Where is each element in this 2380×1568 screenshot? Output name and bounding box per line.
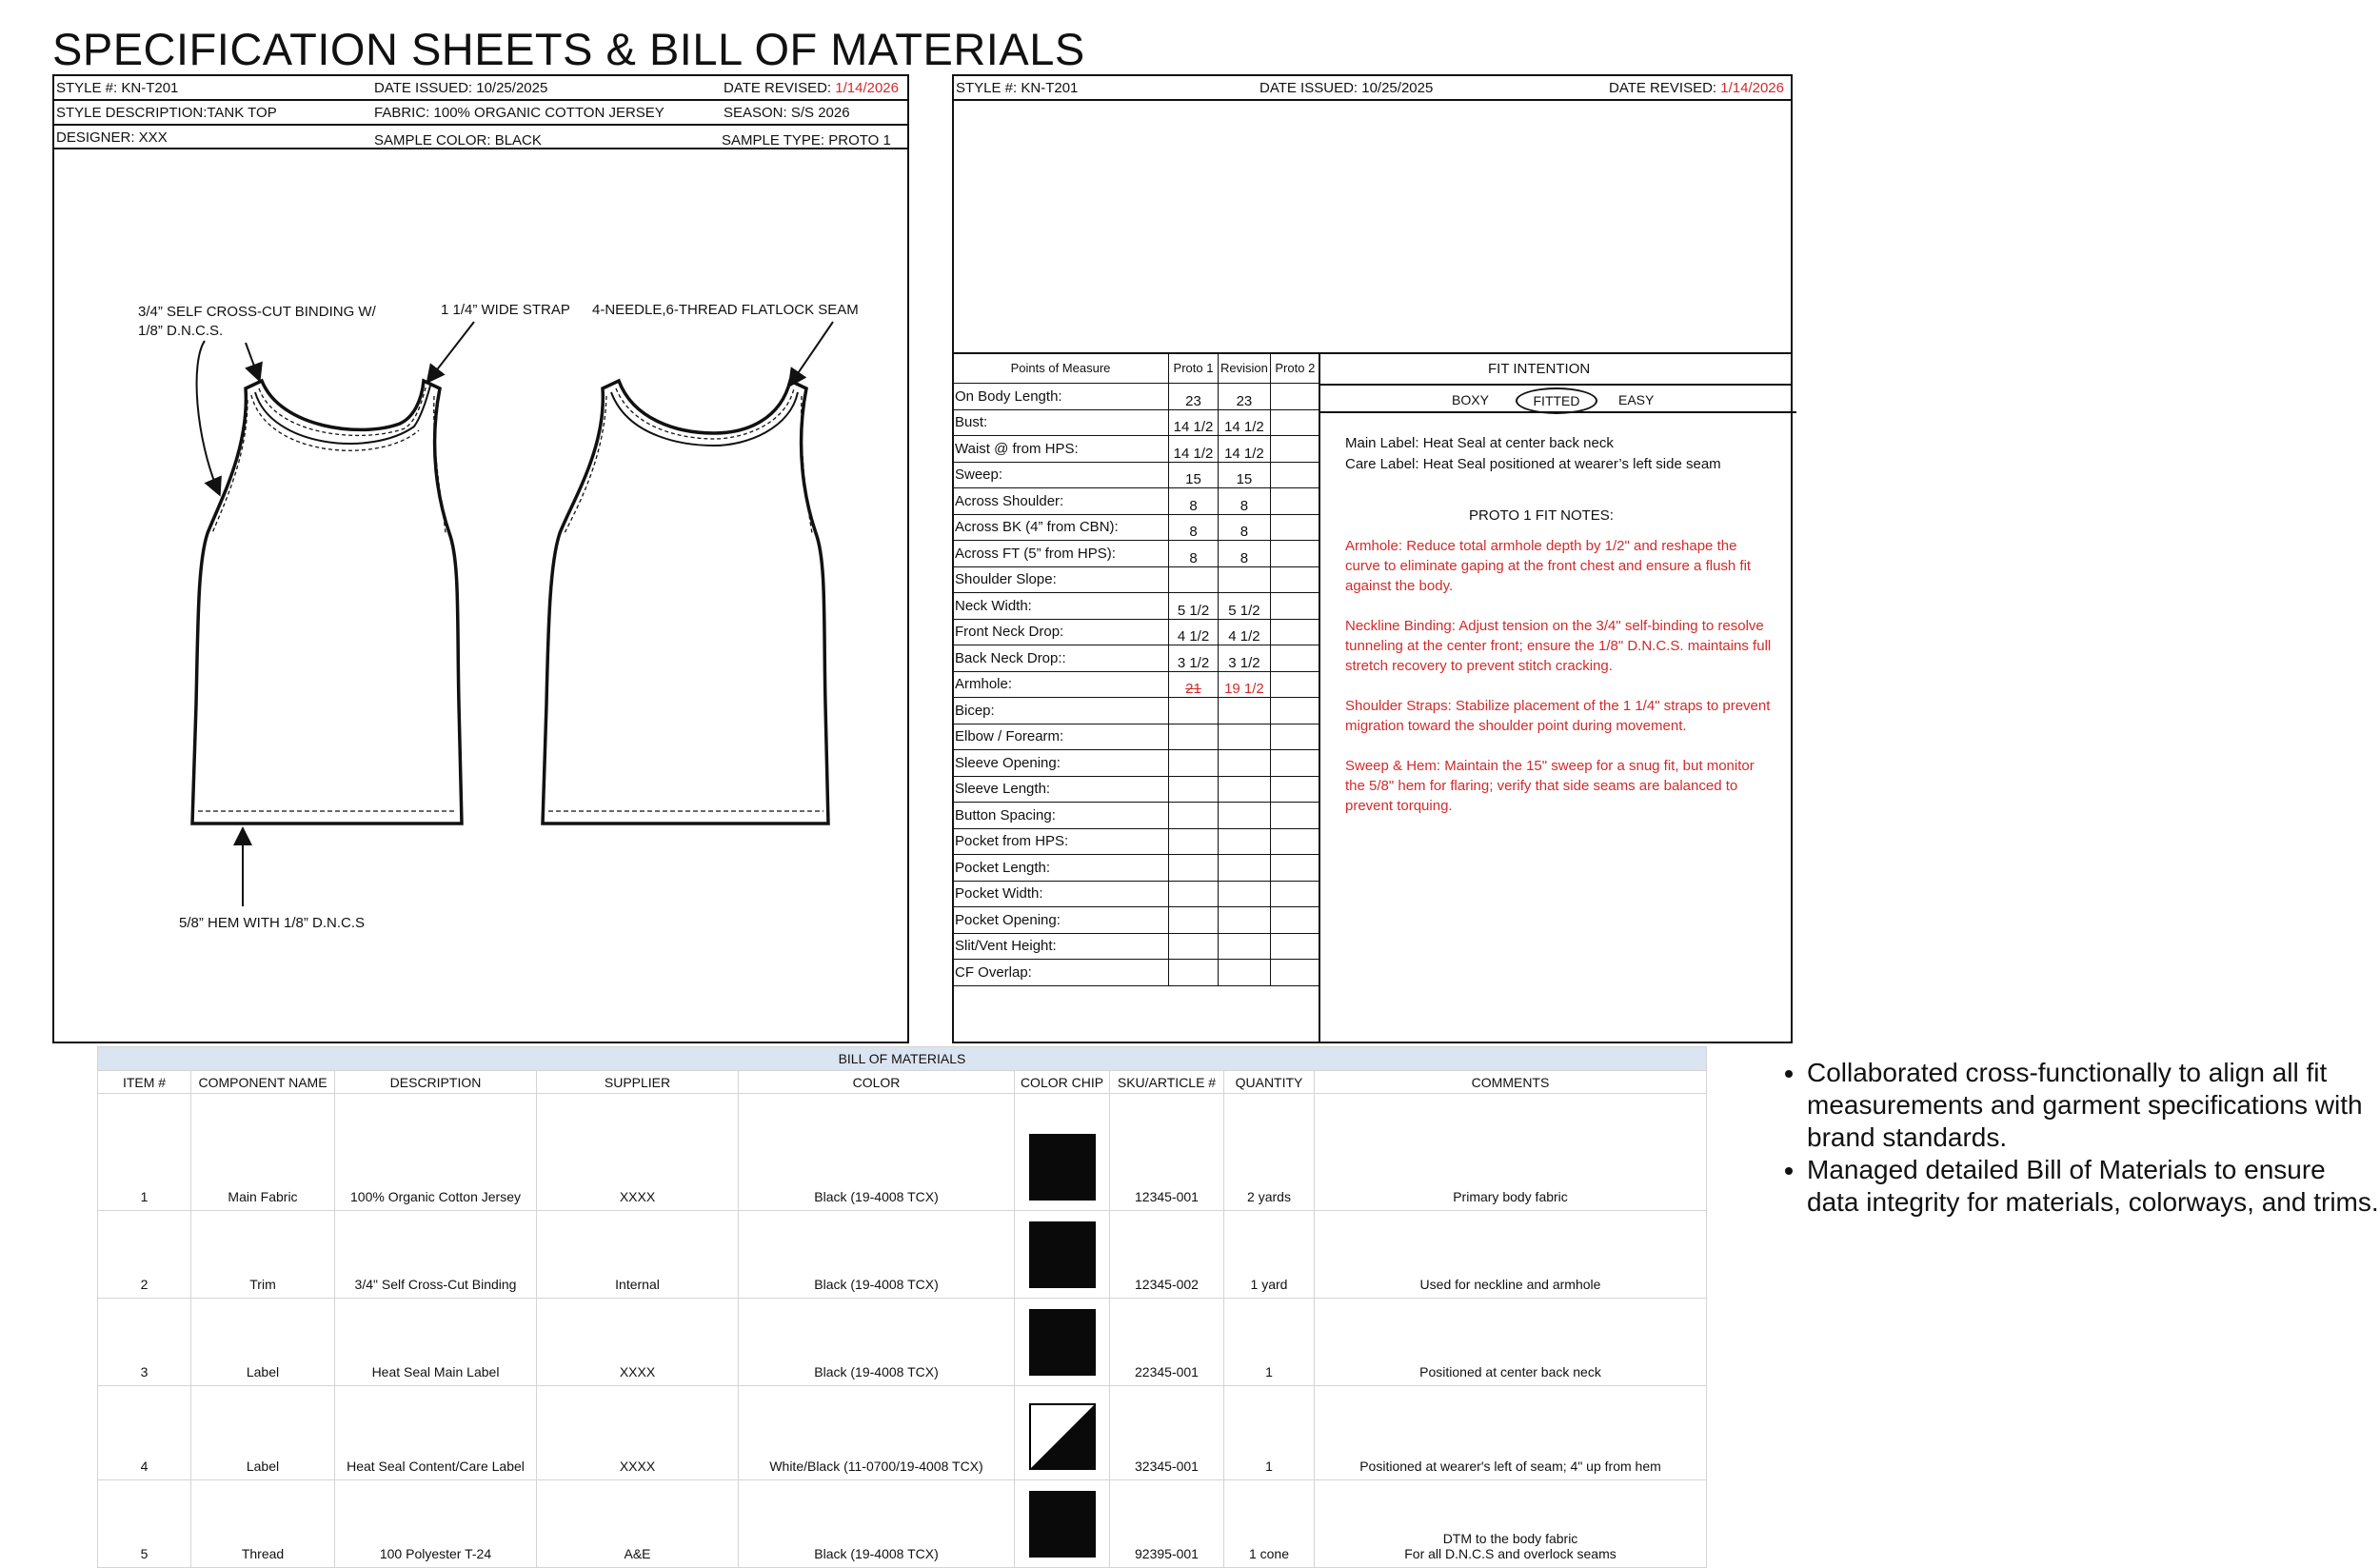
bom-description: Heat Seal Content/Care Label: [335, 1386, 537, 1480]
color-chip: [1015, 1480, 1110, 1568]
proto1-value: 3 1/2: [1169, 645, 1219, 672]
measure-label: Waist @ from HPS:: [953, 436, 1169, 463]
revision-value: [1219, 750, 1271, 777]
measure-row: [953, 907, 1320, 934]
style-number: STYLE #: KN-T201: [56, 80, 179, 96]
revision-value: [1219, 724, 1271, 750]
measure-row: [953, 409, 1320, 436]
bom-item: 4: [98, 1386, 191, 1480]
proto1-header: Proto 1: [1169, 353, 1219, 384]
measure-label: Neck Width:: [953, 593, 1169, 620]
proto2-value: [1270, 960, 1319, 986]
bom-component: Label: [191, 1299, 335, 1386]
fabric: FABRIC: 100% ORGANIC COTTON JERSEY: [374, 105, 664, 121]
bom-comment-line: DTM to the body fabric: [1442, 1531, 1578, 1546]
bom-column-header: SKU/ARTICLE #: [1110, 1071, 1224, 1094]
proto1-value: [1169, 750, 1219, 777]
bom-comments: [1315, 1211, 1707, 1299]
proto1-value: 8: [1169, 488, 1219, 515]
measure-label: Sleeve Opening:: [953, 750, 1169, 777]
bom-component: Thread: [191, 1480, 335, 1568]
measure-row: [953, 933, 1320, 960]
proto2-header: Proto 2: [1270, 353, 1319, 384]
fit-notes-title: PROTO 1 FIT NOTES:: [1469, 507, 1614, 524]
bom-color: White/Black (11-0700/19-4008 TCX): [739, 1386, 1015, 1480]
proto1-value: 5 1/2: [1169, 593, 1219, 620]
color-chip-swatch: [1029, 1403, 1096, 1470]
bom-quantity: 1: [1224, 1299, 1315, 1386]
bom-supplier: Internal: [537, 1211, 739, 1299]
bom-quantity: 1: [1224, 1386, 1315, 1480]
revision-value: [1219, 960, 1271, 986]
color-chip: [1015, 1299, 1110, 1386]
bom-component: Label: [191, 1386, 335, 1480]
proto2-value: [1270, 828, 1319, 855]
bullet-1: • Collaborated cross-functionally to align all fit measurements and garment specifications with brand standards.: [1807, 1057, 2380, 1154]
bom-comment-line: Primary body fabric: [1453, 1189, 1568, 1204]
measure-label: Bust:: [953, 409, 1169, 436]
proto1-value: [1169, 566, 1219, 593]
date-revised: DATE REVISED: 1/14/2026: [724, 80, 899, 96]
right-date-revised: DATE REVISED: 1/14/2026: [1609, 80, 1784, 96]
measure-label: Slit/Vent Height:: [953, 933, 1169, 960]
revision-value: [1219, 855, 1271, 882]
bom-description: 100% Organic Cotton Jersey: [335, 1094, 537, 1211]
measure-row: [953, 776, 1320, 803]
points-of-measure-table: [952, 352, 1320, 986]
measure-row: [953, 724, 1320, 750]
note-straps: Shoulder Straps: Stabilize placement of the 1 1/4" straps to prevent migration toward the shoulder point during movement.: [1345, 698, 1771, 734]
revision-value: 8: [1219, 488, 1271, 515]
bom-column-header: COLOR CHIP: [1015, 1071, 1110, 1094]
measure-row: [953, 619, 1320, 645]
measure-row: [953, 514, 1320, 541]
bom-sku: 22345-001: [1110, 1299, 1224, 1386]
measure-row: [953, 671, 1320, 698]
bom-quantity: 1 yard: [1224, 1211, 1315, 1299]
bom-quantity: 1 cone: [1224, 1480, 1315, 1568]
measure-row: [953, 698, 1320, 724]
bom-row: [98, 1211, 1707, 1299]
proto2-value: [1270, 881, 1319, 907]
bom-sku: 12345-002: [1110, 1211, 1224, 1299]
proto1-value: 23: [1169, 384, 1219, 410]
measure-label: Pocket Opening:: [953, 907, 1169, 934]
measure-label: Back Neck Drop::: [953, 645, 1169, 672]
measure-row: [953, 593, 1320, 620]
color-chip: [1015, 1386, 1110, 1480]
revision-value: 5 1/2: [1219, 593, 1271, 620]
proto1-value: 14 1/2: [1169, 436, 1219, 463]
revision-value: [1219, 698, 1271, 724]
measure-label: Shoulder Slope:: [953, 566, 1169, 593]
fit-easy: EASY: [1618, 392, 1655, 407]
proto1-value: [1169, 724, 1219, 750]
bom-sku: 12345-001: [1110, 1094, 1224, 1211]
revision-value: 4 1/2: [1219, 619, 1271, 645]
fit-fitted: FITTED: [1516, 387, 1597, 414]
bom-color: Black (19-4008 TCX): [739, 1480, 1015, 1568]
bom-comment-line: For all D.N.C.S and overlock seams: [1404, 1546, 1616, 1561]
measure-label: Pocket Width:: [953, 881, 1169, 907]
bom-component: Trim: [191, 1211, 335, 1299]
measure-label: Across BK (4” from CBN):: [953, 514, 1169, 541]
measure-row: [953, 541, 1320, 567]
care-label-note: Care Label: Heat Seal positioned at wearer’s left side seam: [1345, 456, 1721, 472]
bom-description: 3/4" Self Cross-Cut Binding: [335, 1211, 537, 1299]
style-description: STYLE DESCRIPTION:TANK TOP: [56, 105, 277, 121]
measure-row: [953, 828, 1320, 855]
proto2-value: [1270, 409, 1319, 436]
bom-comments: [1315, 1386, 1707, 1480]
revision-value: [1219, 933, 1271, 960]
measure-label: Elbow / Forearm:: [953, 724, 1169, 750]
designer: DESIGNER: XXX: [56, 129, 168, 146]
proto1-value: [1169, 907, 1219, 934]
bill-of-materials: [97, 1046, 1707, 1568]
measure-row: [953, 462, 1320, 488]
color-chip-swatch: [1029, 1134, 1096, 1201]
right-style-number: STYLE #: KN-T201: [956, 80, 1079, 96]
measure-row: [953, 384, 1320, 410]
bom-supplier: XXXX: [537, 1094, 739, 1211]
proto2-value: [1270, 698, 1319, 724]
bom-color: Black (19-4008 TCX): [739, 1211, 1015, 1299]
proto1-value: [1169, 960, 1219, 986]
proto1-value: 8: [1169, 541, 1219, 567]
fit-notes: [1345, 536, 1774, 836]
bom-column-header: COMMENTS: [1315, 1071, 1707, 1094]
bom-comment-line: Positioned at center back neck: [1419, 1364, 1601, 1379]
proto2-value: [1270, 750, 1319, 777]
measure-label: Across FT (5” from HPS):: [953, 541, 1169, 567]
main-label-note: Main Label: Heat Seal at center back neck: [1345, 435, 1614, 451]
revision-header: Revision: [1219, 353, 1271, 384]
proto2-value: [1270, 671, 1319, 698]
proto2-value: [1270, 619, 1319, 645]
hem-callout: 5/8” HEM WITH 1/8” D.N.C.S: [179, 915, 366, 931]
proto1-value: [1169, 698, 1219, 724]
bom-column-header: ITEM #: [98, 1071, 191, 1094]
measure-label: Pocket Length:: [953, 855, 1169, 882]
measure-row: [953, 960, 1320, 986]
note-armhole: Armhole: Reduce total armhole depth by 1/2" and reshape the curve to eliminate gaping at the front chest and ensure a flush fit against the body.: [1345, 538, 1752, 594]
proto2-value: [1270, 907, 1319, 934]
measure-row: [953, 803, 1320, 829]
revision-value: 8: [1219, 541, 1271, 567]
measure-row: [953, 566, 1320, 593]
proto1-value: 4 1/2: [1169, 619, 1219, 645]
bom-comment-line: Used for neckline and armhole: [1419, 1277, 1601, 1292]
measure-label: CF Overlap:: [953, 960, 1169, 986]
bom-title: BILL OF MATERIALS: [98, 1047, 1707, 1071]
proto2-value: [1270, 933, 1319, 960]
proto2-value: [1270, 488, 1319, 515]
bom-sku: 32345-001: [1110, 1386, 1224, 1480]
bom-supplier: XXXX: [537, 1299, 739, 1386]
proto1-value: 21: [1169, 671, 1219, 698]
bom-row: [98, 1299, 1707, 1386]
proto1-value: 14 1/2: [1169, 409, 1219, 436]
color-chip: [1015, 1094, 1110, 1211]
measure-row: [953, 881, 1320, 907]
revision-value: [1219, 828, 1271, 855]
bom-column-header: COMPONENT NAME: [191, 1071, 335, 1094]
bom-column-header: SUPPLIER: [537, 1071, 739, 1094]
page-title: SPECIFICATION SHEETS & BILL OF MATERIALS: [52, 24, 1085, 74]
sample-color: SAMPLE COLOR: BLACK: [374, 132, 542, 149]
bom-item: 1: [98, 1094, 191, 1211]
proto2-value: [1270, 541, 1319, 567]
note-sweep: Sweep & Hem: Maintain the 15" sweep for a snug fit, but monitor the 5/8" hem for flaring; verify that side seams are balanced to prevent torquing.: [1345, 758, 1755, 814]
measure-row: [953, 436, 1320, 463]
bom-description: Heat Seal Main Label: [335, 1299, 537, 1386]
revision-value: [1219, 566, 1271, 593]
strap-callout: 1 1/4” WIDE STRAP: [441, 302, 570, 318]
color-chip-swatch: [1029, 1221, 1096, 1288]
measure-label: Armhole:: [953, 671, 1169, 698]
measure-label: Pocket from HPS:: [953, 828, 1169, 855]
measure-row: [953, 855, 1320, 882]
bullet-2: • Managed detailed Bill of Materials to ensure data integrity for materials, colorways, and trims.: [1807, 1154, 2380, 1219]
revision-value: [1219, 881, 1271, 907]
color-chip-swatch: [1029, 1491, 1096, 1558]
garment-sketch: [114, 305, 895, 933]
proto2-value: [1270, 593, 1319, 620]
measure-label: Front Neck Drop:: [953, 619, 1169, 645]
measure-label: Sweep:: [953, 462, 1169, 488]
measure-label: Bicep:: [953, 698, 1169, 724]
revision-value: 8: [1219, 514, 1271, 541]
seam-callout: 4-NEEDLE,6-THREAD FLATLOCK SEAM: [592, 302, 859, 318]
measure-row: [953, 750, 1320, 777]
proto2-value: [1270, 566, 1319, 593]
proto1-value: 8: [1169, 514, 1219, 541]
revision-value: [1219, 907, 1271, 934]
revision-value: 23: [1219, 384, 1271, 410]
bom-item: 5: [98, 1480, 191, 1568]
revision-value: 14 1/2: [1219, 436, 1271, 463]
fit-intention-title: FIT INTENTION: [1488, 361, 1591, 377]
front-view: [192, 381, 462, 824]
measure-row: [953, 645, 1320, 672]
bom-row: [98, 1094, 1707, 1211]
revision-value: [1219, 803, 1271, 829]
proto1-value: 15: [1169, 462, 1219, 488]
color-chip-swatch: [1029, 1309, 1096, 1376]
proto2-value: [1270, 645, 1319, 672]
bom-color: Black (19-4008 TCX): [739, 1094, 1015, 1211]
bom-comments: [1315, 1094, 1707, 1211]
bom-supplier: XXXX: [537, 1386, 739, 1480]
bom-row: [98, 1480, 1707, 1568]
measure-label: Sleeve Length:: [953, 776, 1169, 803]
measure-label: On Body Length:: [953, 384, 1169, 410]
proto2-value: [1270, 724, 1319, 750]
proto1-value: [1169, 828, 1219, 855]
season: SEASON: S/S 2026: [724, 105, 850, 121]
proto2-value: [1270, 803, 1319, 829]
proto2-value: [1270, 514, 1319, 541]
measure-row: [953, 488, 1320, 515]
proto1-value: [1169, 776, 1219, 803]
pom-header: Points of Measure: [953, 353, 1169, 384]
bom-column-header: COLOR: [739, 1071, 1015, 1094]
summary-bullets: [1771, 1057, 2380, 1219]
bom-item: 2: [98, 1211, 191, 1299]
bom-sku: 92395-001: [1110, 1480, 1224, 1568]
binding-callout: 3/4” SELF CROSS-CUT BINDING W/ 1/8” D.N.C.S.: [138, 304, 376, 339]
revision-value: 15: [1219, 462, 1271, 488]
proto1-value: [1169, 855, 1219, 882]
right-date-issued: DATE ISSUED: 10/25/2025: [1259, 80, 1434, 96]
bom-column-header: DESCRIPTION: [335, 1071, 537, 1094]
proto1-value: [1169, 933, 1219, 960]
bom-row: [98, 1386, 1707, 1480]
bom-column-header: QUANTITY: [1224, 1071, 1315, 1094]
revision-value: [1219, 776, 1271, 803]
fit-boxy: BOXY: [1452, 392, 1489, 407]
sample-type: SAMPLE TYPE: PROTO 1: [722, 132, 891, 149]
proto2-value: [1270, 462, 1319, 488]
revision-value: 19 1/2: [1219, 671, 1271, 698]
proto1-value: [1169, 881, 1219, 907]
bom-item: 3: [98, 1299, 191, 1386]
bom-supplier: A&E: [537, 1480, 739, 1568]
back-view: [543, 381, 828, 824]
bom-quantity: 2 yards: [1224, 1094, 1315, 1211]
bom-color: Black (19-4008 TCX): [739, 1299, 1015, 1386]
revision-value: 3 1/2: [1219, 645, 1271, 672]
bom-component: Main Fabric: [191, 1094, 335, 1211]
measure-label: Across Shoulder:: [953, 488, 1169, 515]
bom-description: 100 Polyester T-24: [335, 1480, 537, 1568]
revision-value: 14 1/2: [1219, 409, 1271, 436]
bom-comment-line: Positioned at wearer's left of seam; 4" up from hem: [1359, 1459, 1661, 1474]
measure-label: Button Spacing:: [953, 803, 1169, 829]
proto2-value: [1270, 384, 1319, 410]
proto2-value: [1270, 436, 1319, 463]
bom-comments: [1315, 1299, 1707, 1386]
bom-comments: [1315, 1480, 1707, 1568]
color-chip: [1015, 1211, 1110, 1299]
proto2-value: [1270, 776, 1319, 803]
note-neckline: Neckline Binding: Adjust tension on the 3/4" self-binding to resolve tunneling at the center front; ensure the 1/8" D.N.C.S. maintains full stretch recovery to prevent stitch cracking.: [1345, 618, 1772, 674]
proto2-value: [1270, 855, 1319, 882]
date-issued: DATE ISSUED: 10/25/2025: [374, 80, 548, 96]
proto1-value: [1169, 803, 1219, 829]
